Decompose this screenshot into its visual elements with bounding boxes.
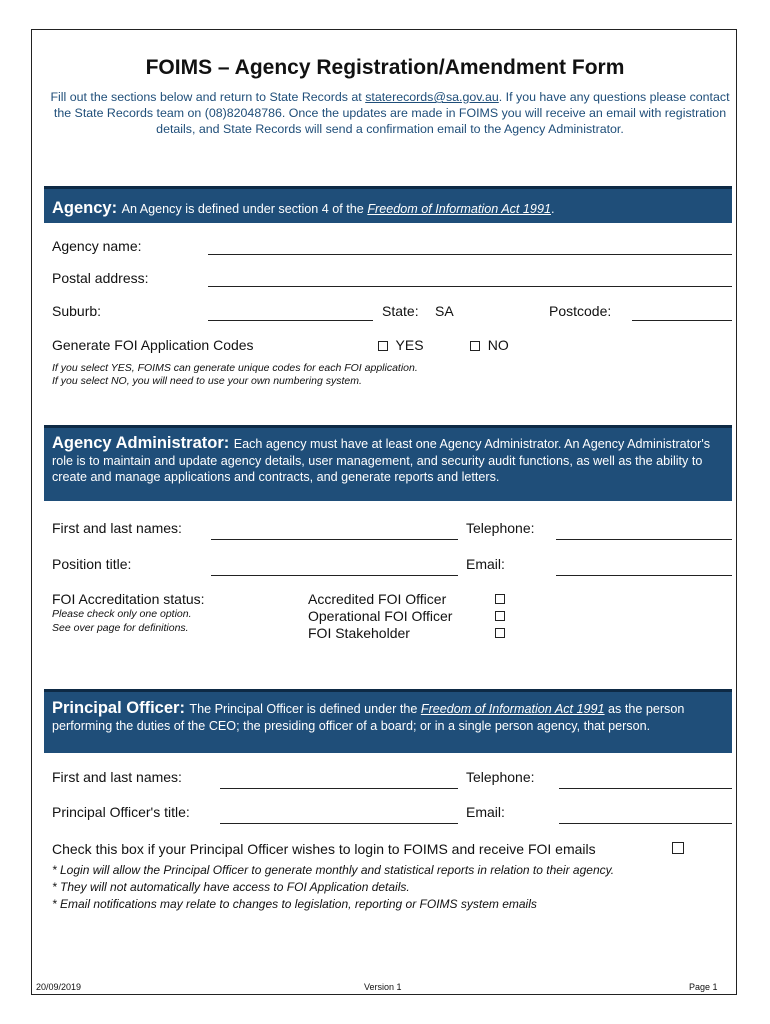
state-value: SA: [435, 303, 454, 319]
accreditation-note-over-page: See over page for definitions.: [52, 622, 189, 634]
admin-position-field[interactable]: [211, 575, 458, 576]
principal-login-checkbox[interactable]: [672, 842, 684, 854]
accredited-officer-label: Accredited FOI Officer: [308, 591, 447, 607]
suburb-field[interactable]: [208, 320, 373, 321]
no-option[interactable]: NO: [470, 337, 509, 353]
principal-email-field[interactable]: [559, 823, 732, 824]
generate-note-no: If you select NO, you will need to use your own numbering system.: [52, 375, 362, 387]
admin-telephone-field[interactable]: [556, 539, 732, 540]
admin-position-label: Position title:: [52, 556, 132, 572]
principal-note-access: * They will not automatically have access to FOI Application details.: [52, 880, 410, 894]
state-records-email-link[interactable]: staterecords@sa.gov.au: [365, 90, 499, 104]
operational-officer-label: Operational FOI Officer: [308, 608, 453, 624]
agency-name-field[interactable]: [208, 254, 732, 255]
admin-names-field[interactable]: [211, 539, 458, 540]
operational-officer-checkbox[interactable]: [495, 611, 505, 621]
admin-email-label: Email:: [466, 556, 505, 572]
postal-address-field[interactable]: [208, 286, 732, 287]
footer-version: Version 1: [364, 982, 402, 992]
footer-date: 20/09/2019: [36, 982, 82, 992]
agency-description: An Agency is defined under section 4 of the Freedom of Information Act 1991.: [121, 202, 555, 216]
yes-checkbox[interactable]: [378, 341, 388, 351]
agency-heading: Agency:: [52, 199, 118, 217]
principal-note-emails: * Email notifications may relate to changes to legislation, reporting or FOIMS system emails: [52, 897, 537, 911]
principal-names-label: First and last names:: [52, 769, 182, 785]
generate-codes-label: Generate FOI Application Codes: [52, 337, 254, 353]
no-checkbox[interactable]: [470, 341, 480, 351]
admin-email-field[interactable]: [556, 575, 732, 576]
form-title: FOIMS – Agency Registration/Amendment Form: [145, 56, 625, 79]
postal-address-label: Postal address:: [52, 270, 149, 286]
principal-telephone-field[interactable]: [559, 788, 732, 789]
principal-telephone-label: Telephone:: [466, 769, 535, 785]
intro-text: Fill out the sections below and return to State Records at staterecords@sa.gov.au. If you have any questions please contact the State Records team on (08)82048786. Once the updates are made in FOIMS you will receive an email with registration details, and State Records will send a confirmation email to the Agency Administrator.: [50, 90, 730, 136]
accreditation-note-one: Please check only one option.: [52, 608, 192, 620]
postcode-field[interactable]: [632, 320, 732, 321]
administrator-section-header: [44, 425, 732, 501]
accredited-officer-checkbox[interactable]: [495, 594, 505, 604]
admin-names-label: First and last names:: [52, 520, 182, 536]
principal-title-field[interactable]: [220, 823, 458, 824]
yes-option[interactable]: YES: [378, 337, 424, 353]
postcode-label: Postcode:: [549, 303, 612, 319]
principal-section-header: [44, 689, 732, 753]
principal-email-label: Email:: [466, 804, 505, 820]
suburb-label: Suburb:: [52, 303, 102, 319]
stakeholder-label: FOI Stakeholder: [308, 625, 410, 641]
generate-note-yes: If you select YES, FOIMS can generate unique codes for each FOI application.: [52, 362, 418, 374]
administrator-description: Each agency must have at least one Agency Administrator. An Agency Administrator's role is to maintain and update agency details, user management, and security audit functions, as well as the ability to create and manage applications and contracts, and generate reports and letters.: [52, 437, 711, 484]
principal-names-field[interactable]: [220, 788, 458, 789]
stakeholder-checkbox[interactable]: [495, 628, 505, 638]
agency-name-label: Agency name:: [52, 238, 142, 254]
admin-telephone-label: Telephone:: [466, 520, 535, 536]
principal-heading: Principal Officer:: [52, 699, 185, 717]
principal-note-login: * Login will allow the Principal Officer to generate monthly and statistical reports in relation to their agency.: [52, 863, 615, 877]
principal-title-label: Principal Officer's title:: [52, 804, 190, 820]
principal-description: The Principal Officer is defined under the Freedom of Information Act 1991 as the person performing the duties of the CEO; the presiding officer of a board; or in a single person agency, that person.: [52, 702, 685, 733]
state-label: State:: [382, 303, 419, 319]
agency-section-header: [44, 186, 732, 223]
footer-page: Page 1: [689, 982, 718, 992]
accreditation-label: FOI Accreditation status:: [52, 591, 205, 607]
principal-login-label: Check this box if your Principal Officer wishes to login to FOIMS and receive FOI emails: [52, 841, 596, 857]
administrator-heading: Agency Administrator:: [52, 434, 230, 452]
